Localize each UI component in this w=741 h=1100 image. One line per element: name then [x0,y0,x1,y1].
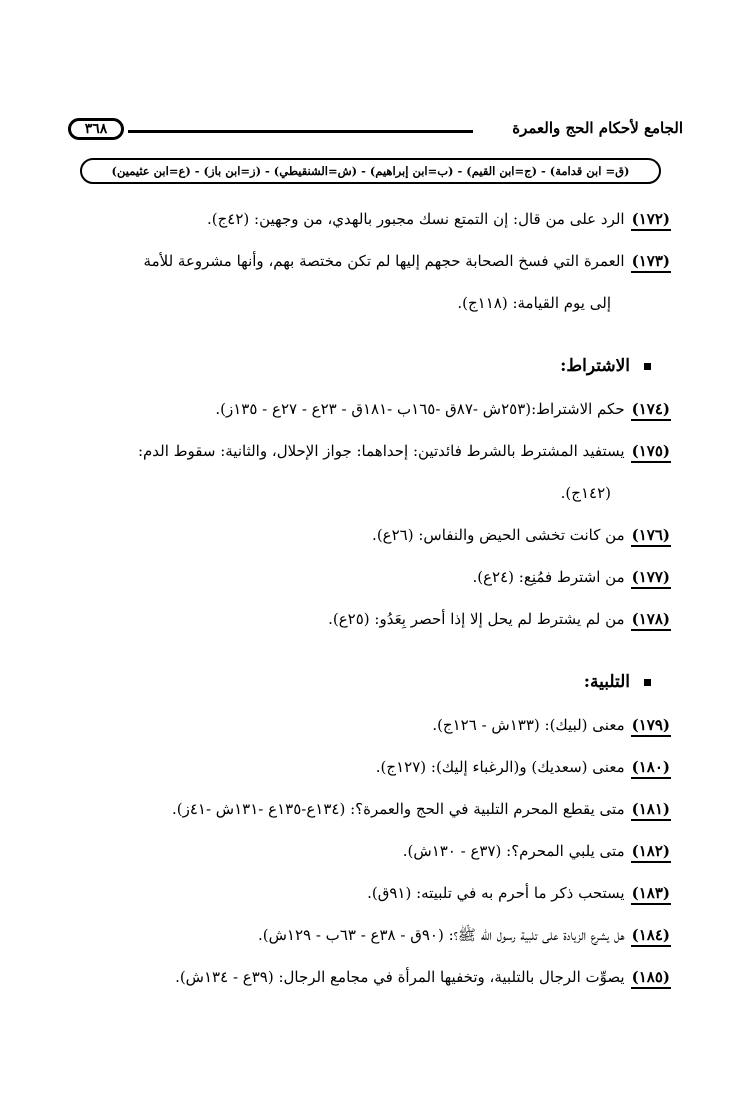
section-title: الاشتراط: [560,356,630,376]
page-header [58,115,683,155]
item-text: متى يلبي المحرم؟: (٣٧ع - ١٣٠ش). [402,842,625,860]
list-item [75,872,671,914]
list-item [75,704,671,746]
book-title: الجامع لأحكام الحج والعمرة [512,119,683,137]
item-text: من كانت تخشى الحيض والنفاس: (٢٦ع). [372,526,625,544]
list-item [75,556,671,598]
item-continuation: (١٤٢ج). [560,484,611,502]
item-number: (١٨١) [631,799,671,821]
list-item [75,514,671,556]
list-item [75,388,671,430]
list-item [75,956,671,998]
item-text: يستحب ذكر ما أحرم به في تلبيته: (٩١ق). [367,884,625,902]
item-number: (١٨٣) [631,883,671,905]
list-item [75,598,671,640]
list-item [75,830,671,872]
bullet-icon [644,363,651,370]
section-title: التلبية: [583,672,630,692]
list-item [75,430,671,472]
bullet-icon [644,679,651,686]
item-text: معنى (لبيك): (١٣٣ش - ١٢٦ج). [432,716,625,734]
item-text: يصوِّت الرجال بالتلبية، وتخفيها المرأة في مجامع الرجال: (٣٩ع - ١٣٤ش). [175,968,625,986]
list-item [75,240,671,282]
section-heading-ishtirat [75,344,671,388]
item-number: (١٧٢) [631,209,671,231]
page-body [75,198,671,998]
item-number: (١٨٥) [631,967,671,989]
item-continuation: إلى يوم القيامة: (١١٨ج). [457,294,611,312]
item-number: (١٧٣) [631,251,671,273]
item-number: (١٨٢) [631,841,671,863]
item-text: الرد على من قال: إن التمتع نسك مجبور بالهدي، من وجهين: (٤٢ج). [206,210,625,228]
item-number: (١٨٠) [631,757,671,779]
item-number: (١٧٦) [631,525,671,547]
item-text: يستفيد المشترط بالشرط فائدتين: إحداهما: جواز الإحلال، والثانية: سقوط الدم: [137,442,625,460]
item-text: من اشترط فمُنِع: (٢٤ع). [472,568,625,586]
list-item [75,914,671,956]
item-number: (١٧٥) [631,441,671,463]
item-number: (١٧٩) [631,715,671,737]
abbreviation-legend: (ق= ابن قدامة) - (ج=ابن القيم) - (ب=ابن إبراهيم) - (ش=الشنقيطي) - (ز=ابن باز) - (ع=ابن عثيمين) [80,158,661,184]
list-item [75,746,671,788]
item-number: (١٧٨) [631,609,671,631]
item-number: (١٨٤) [631,925,671,947]
item-text: حكم الاشتراط:(٢٥٣ش -٨٧ق -١٦٥ب -١٨١ق - ٢٣ع - ٢٧ع - ١٣٥ز). [215,400,625,418]
item-text: العمرة التي فسخ الصحابة حجهم إليها لم تكن مختصة بهم، وأنها مشروعة للأمة [143,252,625,270]
item-text: من لم يشترط لم يحل إلا إذا أحصر بِعَدُو: (٢٥ع). [328,610,625,628]
header-rule [128,130,473,133]
item-text: هل يشرع الزيادة على تلبية رسول الله ﷺ؟: (٩٠ق - ٣٨ع - ٦٣ب - ١٢٩ش). [257,926,625,944]
item-text: معنى (سعديك) و(الرغباء إليك): (١٢٧ج). [375,758,625,776]
section-heading-talbiya [75,660,671,704]
list-item [75,198,671,240]
item-text: متى يقطع المحرم التلبية في الحج والعمرة؟: (١٣٤ع-١٣٥ع -١٣١ش -٤١ز). [171,800,625,818]
item-number: (١٧٤) [631,399,671,421]
page-number: ٣٦٨ [68,118,124,140]
item-number: (١٧٧) [631,567,671,589]
list-item [75,788,671,830]
